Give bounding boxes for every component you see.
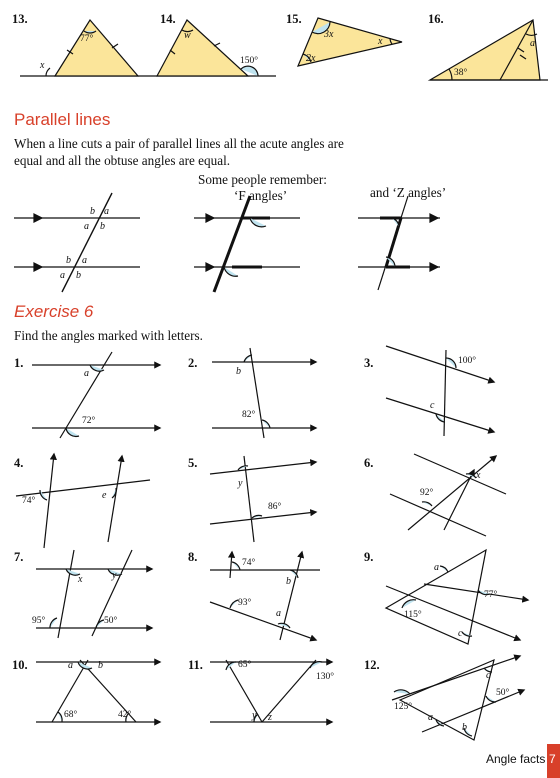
angle-label-a: a	[84, 368, 89, 379]
angle-label-x: x	[40, 60, 45, 71]
angle-label-115: 115°	[404, 610, 422, 620]
angle-label-92: 92°	[420, 488, 434, 498]
angle-label-65: 65°	[238, 660, 252, 670]
angle-label-a: a	[276, 608, 281, 619]
question-number-4: 4.	[14, 456, 24, 470]
question-number-9: 9.	[364, 550, 374, 564]
angle-label-b: b	[286, 576, 291, 587]
question-number-1: 1.	[14, 356, 24, 370]
question-number-7: 7.	[14, 550, 24, 564]
angle-label-c: c	[430, 400, 435, 411]
question-number-12: 12.	[364, 658, 380, 672]
figure-ex12	[392, 656, 524, 740]
intro-text-line-2: equal and all the obtuse angles are equal.	[14, 153, 231, 168]
angle-label-a: a	[530, 38, 535, 49]
angle-label-b: b	[236, 366, 241, 377]
remember-text: Some people remember:	[198, 172, 327, 187]
label-a: a	[104, 206, 109, 217]
angle-label-b: b	[462, 722, 467, 733]
angle-label-x: x	[78, 574, 83, 585]
angle-label-a: a	[434, 562, 439, 573]
angle-label-77: 77°	[80, 34, 94, 44]
angle-label-z: z	[268, 712, 272, 723]
angle-label-e: e	[102, 490, 107, 501]
question-number-3: 3.	[364, 356, 374, 370]
figure-ex2	[212, 348, 316, 438]
figure-ex9	[386, 550, 528, 644]
angle-label-38: 38°	[454, 68, 468, 78]
angle-label-y: y	[252, 710, 257, 721]
figure-q14	[150, 20, 276, 76]
question-number-15: 15.	[286, 12, 302, 26]
angle-label-x: x	[378, 36, 383, 47]
intro-text-line-1: When a line cuts a pair of parallel lines all the acute angles are	[14, 136, 344, 151]
angle-label-68: 68°	[64, 710, 78, 720]
figure-q16	[430, 20, 548, 80]
figure-z-angles	[358, 196, 440, 290]
angle-label-c: c	[458, 628, 463, 639]
z-angles-label: and ‘Z angles’	[370, 185, 447, 200]
angle-label-50: 50°	[104, 616, 118, 626]
question-number-13: 13.	[12, 12, 28, 26]
label-a: a	[60, 270, 65, 281]
angle-label-w: w	[184, 30, 191, 41]
figure-ex5	[210, 456, 316, 542]
angle-label-150: 150°	[240, 56, 259, 66]
angle-label-130: 130°	[316, 672, 335, 682]
angle-label-74: 74°	[242, 558, 256, 568]
question-number-2: 2.	[188, 356, 198, 370]
question-number-14: 14.	[160, 12, 176, 26]
question-number-11: 11.	[188, 658, 203, 672]
figure-ex1	[32, 352, 160, 438]
angle-label-3x: 3x	[324, 29, 334, 40]
angle-label-77: 77°	[484, 590, 498, 600]
question-number-8: 8.	[188, 550, 198, 564]
f-angles-label: ‘F angles’	[234, 188, 288, 203]
figure-ex6	[390, 454, 506, 536]
label-a: a	[82, 255, 87, 266]
question-number-6: 6.	[364, 456, 374, 470]
label-b: b	[76, 270, 81, 281]
figure-ex4	[16, 454, 150, 548]
question-number-10: 10.	[12, 658, 28, 672]
angle-label-93: 93°	[238, 598, 252, 608]
angle-label-100: 100°	[458, 356, 477, 366]
angle-label-c: c	[486, 670, 491, 681]
exercise-instruction: Find the angles marked with letters.	[14, 328, 203, 343]
label-b: b	[66, 255, 71, 266]
figure-ex3	[386, 346, 494, 436]
section-heading-exercise-6: Exercise 6	[14, 302, 94, 321]
page-number: 7	[549, 752, 556, 766]
angle-label-x: x	[476, 470, 481, 481]
angle-label-a: a	[68, 660, 73, 671]
angle-label-86: 86°	[268, 502, 282, 512]
figure-ex8	[210, 552, 320, 640]
footer-section-title: Angle facts	[486, 752, 546, 766]
angle-label-50: 50°	[496, 688, 510, 698]
section-heading-parallel-lines: Parallel lines	[14, 110, 111, 129]
angle-label-125: 125°	[394, 702, 413, 712]
question-number-16: 16.	[428, 12, 444, 26]
angle-label-a: a	[428, 712, 433, 723]
question-number-5: 5.	[188, 456, 198, 470]
figure-ex7	[36, 550, 152, 638]
label-b: b	[90, 206, 95, 217]
angle-label-42: 42°	[118, 710, 132, 720]
label-a: a	[84, 221, 89, 232]
figure-f-angles	[194, 196, 300, 292]
angle-label-b: b	[98, 660, 103, 671]
angle-label-74: 74°	[22, 496, 36, 506]
angle-label-2x: 2x	[306, 53, 316, 64]
angle-label-95: 95°	[32, 616, 46, 626]
angle-label-72: 72°	[82, 416, 96, 426]
angle-label-y: y	[112, 570, 117, 581]
angle-label-y: y	[238, 478, 243, 489]
angle-label-82: 82°	[242, 410, 256, 420]
label-b: b	[100, 221, 105, 232]
